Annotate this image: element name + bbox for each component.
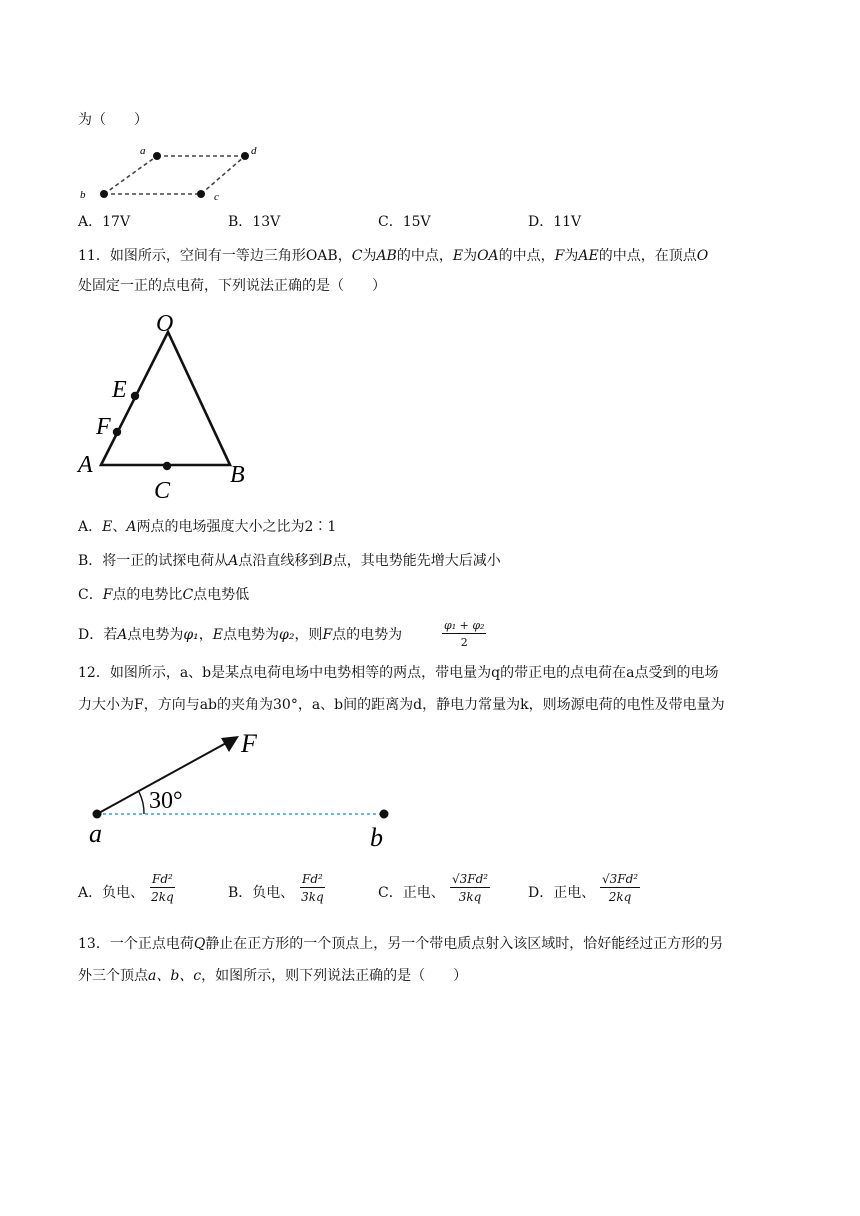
q12-label-angle: 30°: [149, 788, 183, 814]
q12-label-f: F: [241, 729, 257, 758]
q10-option-c: C．15V: [378, 214, 431, 230]
q12-option-b: B．负电、: [228, 885, 295, 901]
q11-point-f: [113, 428, 121, 436]
q11-label-e: E: [112, 377, 127, 403]
q12-option-b-fraction: $\frac{\text{Fd²}}{3kq}$: [301, 872, 324, 904]
q11-label-a: A: [78, 452, 93, 478]
q11-option-c: C．F点的电势比C点电势低: [78, 587, 250, 603]
q11-option-b: B．将一正的试探电荷从A点沿直线移到B点，其电势能先增大后减小: [78, 553, 501, 569]
q11-label-o: O: [156, 311, 174, 337]
q12-option-c: C．正电、: [378, 885, 445, 901]
q10-point-b: [100, 190, 108, 198]
q12-force-figure: [78, 722, 418, 852]
q11-option-d: D．若A点电势为φ₁，E点电势为φ₂，则F点的电势为: [78, 627, 403, 643]
q11-stem-line2: 处固定一正的点电荷，下列说法正确的是（ ）: [78, 278, 386, 294]
q10-stem-tail: 为（ ）: [78, 112, 148, 128]
q11-point-e: [131, 392, 139, 400]
q12-stem-line1: 12．如图所示，a、b是某点电荷电场中电势相等的两点，带电量为q的带正电的点电荷在a点受到的电场: [78, 665, 719, 681]
q10-point-a: [153, 152, 161, 160]
q13-stem-line1: 13．一个正点电荷Q静止在正方形的一个顶点上，另一个带电质点射入该区域时，恰好能经过正方形的另: [78, 936, 724, 952]
q11-triangle-figure: [70, 308, 270, 508]
q11-option-d-fraction: $\frac{\text{φ₁ + φ₂}}{2}$: [444, 619, 485, 649]
q11-label-b: B: [230, 462, 245, 488]
q10-label-b: b: [80, 189, 86, 201]
q11-stem-line1: 11．如图所示，空间有一等边三角形OAB，C为AB的中点，E为OA的中点，F为AE的中点，在顶点O: [78, 248, 709, 264]
q12-option-a: A．负电、: [78, 885, 145, 901]
q12-label-a: a: [89, 819, 102, 848]
q10-label-c: c: [214, 191, 219, 203]
q10-label-a: a: [140, 145, 146, 157]
q12-stem-line2: 力大小为F，方向与ab的夹角为30°，a、b间的距离为d，静电力常量为k，则场源电荷的电性及带电量为: [78, 697, 725, 713]
q12-option-c-fraction: $\frac{\text{√3Fd²}}{3kq}$: [452, 872, 489, 904]
q10-parallelogram-figure: [78, 138, 278, 206]
q12-label-b: b: [370, 823, 383, 852]
q12-option-a-fraction: $\frac{\text{Fd²}}{2kq}$: [151, 872, 174, 904]
q10-option-a: A．17V: [78, 214, 131, 230]
q10-edge-cd: [201, 156, 245, 194]
q12-point-b: [380, 810, 389, 819]
q11-label-f: F: [96, 414, 111, 440]
q10-option-d: D．11V: [528, 214, 582, 230]
q13-stem-line2: 外三个顶点a、b、c，如图所示，则下列说法正确的是（ ）: [78, 968, 468, 984]
q10-edge-ba: [104, 156, 157, 194]
q10-point-d: [241, 152, 249, 160]
q10-option-b: B．13V: [228, 214, 281, 230]
q12-angle-arc: [139, 792, 144, 814]
q11-option-a: A．E、A两点的电场强度大小之比为2∶1: [78, 519, 337, 535]
q11-point-c: [163, 462, 171, 470]
q12-option-d-fraction: $\frac{\text{√3Fd²}}{2kq}$: [602, 872, 639, 904]
q11-label-c: C: [154, 478, 171, 504]
q12-option-d: D．正电、: [528, 885, 596, 901]
q12-point-a: [93, 810, 102, 819]
q10-point-c: [197, 190, 205, 198]
q10-label-d: d: [251, 145, 257, 157]
